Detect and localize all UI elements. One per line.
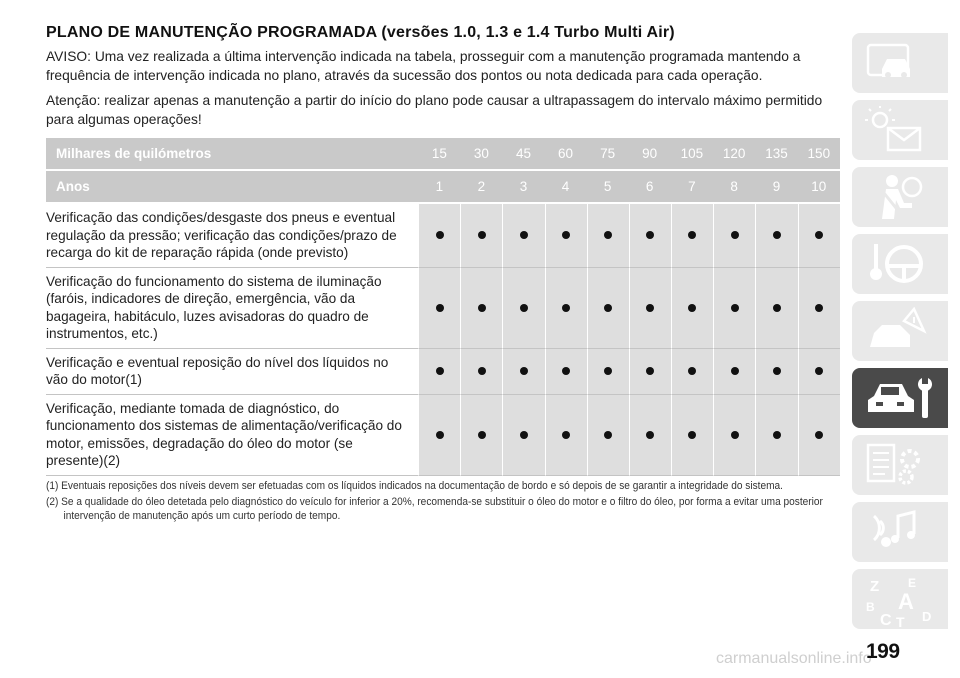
interval-cell xyxy=(798,395,840,476)
interval-cell xyxy=(798,204,840,268)
required-dot xyxy=(562,431,570,439)
maintenance-table xyxy=(46,138,840,476)
required-dot xyxy=(731,304,739,312)
attention-paragraph: Atenção: realizar apenas a manutenção a partir do início do plano pode causar a ultrapassagem do intervalo máximo permitido para algumas operações! xyxy=(46,93,823,127)
tab-technical-data[interactable] xyxy=(852,435,948,495)
multimedia-icon xyxy=(864,508,936,556)
page-title: PLANO DE MANUTENÇÃO PROGRAMADA (versões 1.0, 1.3 e 1.4 Turbo Multi Air) xyxy=(46,24,675,41)
interval-cell xyxy=(460,204,502,268)
year-value: 9 xyxy=(755,171,797,204)
required-dot xyxy=(604,304,612,312)
required-dot xyxy=(731,431,739,439)
table-row xyxy=(46,395,840,476)
page-number: 199 xyxy=(866,640,900,663)
km-value: 105 xyxy=(671,138,713,171)
interval-cell xyxy=(587,268,629,349)
operation-description: Verificação do funcionamento do sistema de iluminação (faróis, indicadores de direção, emergência, vão da bagageira, habitáculo, luzes avisadoras do quadro de instrumentos, etc.) xyxy=(46,268,418,349)
required-dot xyxy=(562,304,570,312)
interval-cell xyxy=(755,204,797,268)
interval-cell xyxy=(545,395,587,476)
car-dashboard-icon xyxy=(864,39,936,87)
car-accident-icon xyxy=(864,307,936,355)
tab-starting-driving[interactable] xyxy=(852,234,948,294)
index-letter: D xyxy=(922,609,932,624)
required-dot xyxy=(562,231,570,239)
required-dot xyxy=(436,431,444,439)
tab-dashboard[interactable] xyxy=(852,33,948,93)
warning-lights-mail-icon xyxy=(864,106,936,154)
interval-cell xyxy=(671,349,713,395)
year-value: 10 xyxy=(798,171,840,204)
required-dot xyxy=(478,431,486,439)
index-letter: T xyxy=(896,614,905,627)
required-dot xyxy=(773,231,781,239)
interval-cell xyxy=(713,395,755,476)
km-value: 45 xyxy=(502,138,544,171)
tab-index[interactable] xyxy=(852,569,948,629)
required-dot xyxy=(436,231,444,239)
tab-emergency[interactable] xyxy=(852,301,948,361)
table-row xyxy=(46,268,840,349)
interval-cell xyxy=(418,204,460,268)
tab-safety[interactable] xyxy=(852,167,948,227)
tab-maintenance[interactable] xyxy=(852,368,948,428)
required-dot xyxy=(688,367,696,375)
km-value: 30 xyxy=(460,138,502,171)
km-value: 90 xyxy=(629,138,671,171)
required-dot xyxy=(478,231,486,239)
year-value: 8 xyxy=(713,171,755,204)
operation-description: Verificação, mediante tomada de diagnóstico, do funcionamento dos sistemas de alimentação/verificação do motor, emissões, degradação do óleo do motor (se presente)(2) xyxy=(46,395,418,476)
interval-cell xyxy=(671,395,713,476)
interval-cell xyxy=(629,268,671,349)
interval-cell xyxy=(629,204,671,268)
required-dot xyxy=(604,367,612,375)
specs-gears-icon xyxy=(864,441,936,489)
interval-cell xyxy=(629,395,671,476)
required-dot xyxy=(520,304,528,312)
interval-cell xyxy=(502,268,544,349)
required-dot xyxy=(773,431,781,439)
key-steering-wheel-icon xyxy=(864,240,936,288)
km-value: 150 xyxy=(798,138,840,171)
interval-cell xyxy=(671,268,713,349)
interval-cell xyxy=(629,349,671,395)
required-dot xyxy=(562,367,570,375)
km-header-label: Milhares de quilómetros xyxy=(46,138,418,171)
index-letter: B xyxy=(866,600,875,614)
required-dot xyxy=(646,367,654,375)
required-dot xyxy=(815,367,823,375)
interval-cell xyxy=(418,268,460,349)
interval-cell xyxy=(545,349,587,395)
required-dot xyxy=(688,431,696,439)
year-value: 7 xyxy=(671,171,713,204)
interval-cell xyxy=(798,268,840,349)
required-dot xyxy=(646,431,654,439)
year-value: 2 xyxy=(460,171,502,204)
interval-cell xyxy=(502,395,544,476)
interval-cell xyxy=(755,268,797,349)
years-header-label: Anos xyxy=(46,171,418,204)
operation-description: Verificação das condições/desgaste dos pneus e eventual regulação da pressão; verificação das condições/prazo de recarga do kit de reparação rápida (onde previsto) xyxy=(46,204,418,268)
interval-cell xyxy=(502,349,544,395)
interval-cell xyxy=(545,268,587,349)
index-letter: E xyxy=(908,576,917,590)
interval-cell xyxy=(713,204,755,268)
required-dot xyxy=(520,431,528,439)
km-value: 75 xyxy=(587,138,629,171)
required-dot xyxy=(731,367,739,375)
km-value: 120 xyxy=(713,138,755,171)
required-dot xyxy=(478,367,486,375)
year-value: 5 xyxy=(587,171,629,204)
km-header-row xyxy=(46,138,840,171)
required-dot xyxy=(520,231,528,239)
interval-cell xyxy=(587,204,629,268)
interval-cell xyxy=(418,395,460,476)
warning-paragraph: AVISO: Uma vez realizada a última intervenção indicada na tabela, prosseguir com a manutenção programada mantendo a frequência de intervenção indicada no plano, através da sucessão dos pontos ou nota dedicada para cada operação. xyxy=(46,49,801,83)
tab-multimedia[interactable] xyxy=(852,502,948,562)
required-dot xyxy=(646,231,654,239)
year-value: 1 xyxy=(418,171,460,204)
interval-cell xyxy=(545,204,587,268)
interval-cell xyxy=(713,268,755,349)
footnote-2: (2) Se a qualidade do óleo detetada pelo diagnóstico do veículo for inferior a 20%, recomenda-se substituir o óleo do motor e o filtro do óleo, por forma a evitar uma posterior intervenção de manutenção após um curto período de tempo. xyxy=(46,495,823,522)
required-dot xyxy=(773,367,781,375)
seatbelt-airbag-icon xyxy=(864,173,936,221)
index-letter: Z xyxy=(870,578,880,595)
required-dot xyxy=(436,304,444,312)
required-dot xyxy=(520,367,528,375)
interval-cell xyxy=(798,349,840,395)
interval-cell xyxy=(502,204,544,268)
interval-cell xyxy=(418,349,460,395)
required-dot xyxy=(688,304,696,312)
required-dot xyxy=(688,231,696,239)
interval-cell xyxy=(460,349,502,395)
watermark: carmanualsonline.info xyxy=(716,650,872,667)
operation-description: Verificação e eventual reposição do nível dos líquidos no vão do motor(1) xyxy=(46,349,418,395)
required-dot xyxy=(815,304,823,312)
year-value: 3 xyxy=(502,171,544,204)
interval-cell xyxy=(755,349,797,395)
year-value: 6 xyxy=(629,171,671,204)
required-dot xyxy=(478,304,486,312)
interval-cell xyxy=(755,395,797,476)
table-row xyxy=(46,204,840,268)
footnotes xyxy=(46,479,846,525)
km-value: 60 xyxy=(545,138,587,171)
required-dot xyxy=(731,231,739,239)
tab-warning-lights[interactable] xyxy=(852,100,948,160)
required-dot xyxy=(436,367,444,375)
interval-cell xyxy=(460,395,502,476)
required-dot xyxy=(815,431,823,439)
car-wrench-icon xyxy=(864,374,936,422)
required-dot xyxy=(646,304,654,312)
required-dot xyxy=(773,304,781,312)
km-value: 135 xyxy=(755,138,797,171)
year-value: 4 xyxy=(545,171,587,204)
table-row xyxy=(46,349,840,395)
required-dot xyxy=(815,231,823,239)
interval-cell xyxy=(713,349,755,395)
index-letter: A xyxy=(898,589,914,614)
km-value: 15 xyxy=(418,138,460,171)
interval-cell xyxy=(671,204,713,268)
required-dot xyxy=(604,231,612,239)
years-header-row xyxy=(46,171,840,204)
interval-cell xyxy=(587,349,629,395)
footnote-1: (1) Eventuais reposições dos níveis devem ser efetuadas com os líquidos indicados na documentação de bordo e só depois de se garantir a integridade do sistema. xyxy=(46,480,783,492)
interval-cell xyxy=(460,268,502,349)
index-letters-icon xyxy=(864,575,936,627)
index-letter: C xyxy=(880,612,892,627)
interval-cell xyxy=(587,395,629,476)
required-dot xyxy=(604,431,612,439)
